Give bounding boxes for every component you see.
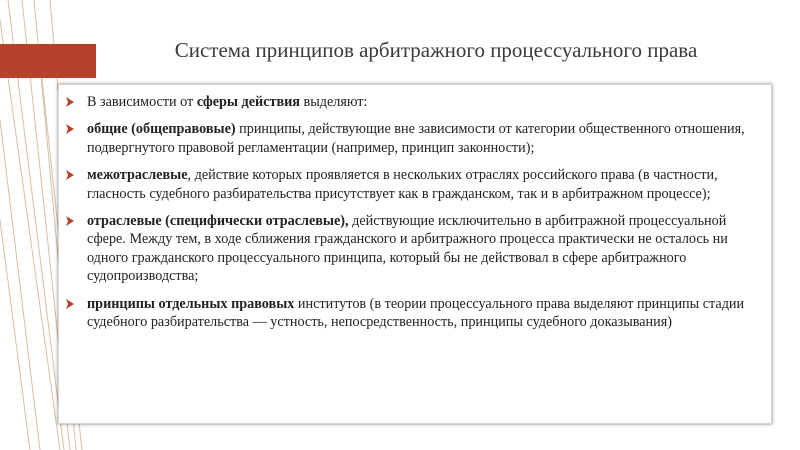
content-box — [58, 84, 772, 424]
bullet-text-rest: выделяют: — [299, 94, 368, 110]
bullet-item — [87, 212, 759, 286]
bullet-text-strong: сферы действия — [196, 94, 300, 110]
bullet-text-rest: действующие исключительно в арбитражной процессуальной сфере. Между тем, в ходе сближения гражданского и арбитражного процесса практически не осталось ни одного гражданского процессуального принципа, который бы не действовал в сфере арбитражного судопроизводства; — [87, 213, 728, 285]
bullet-item — [87, 295, 759, 332]
arrow-bullet-icon — [65, 96, 75, 108]
bullet-text-rest: , действие которых проявляется в нескольких отраслях российского права (в частности, гласность судебного разбирательства присутствует как в гражданском, так и в арбитражном процессе); — [87, 167, 718, 202]
bullet-text-pre: В зависимости от — [87, 94, 197, 110]
slide-title: Система принципов арбитражного процессуального права — [174, 38, 698, 62]
arrow-bullet-icon — [65, 215, 75, 227]
arrow-bullet-icon — [65, 298, 75, 310]
bullet-item — [87, 166, 759, 203]
bullet-text-strong: общие (общеправовые) — [87, 121, 236, 138]
bullet-item — [87, 120, 759, 157]
title-accent-bar — [0, 44, 96, 78]
bullet-text-strong: межотраслевые — [87, 167, 188, 184]
bullet-text-rest: принципы, действующие вне зависимости от категории общественного отношения, подвергнутого правовой регламентации (например, принцип законности); — [87, 121, 745, 156]
arrow-bullet-icon — [65, 123, 75, 135]
arrow-bullet-icon — [65, 169, 75, 181]
bullet-text-rest: институтов (в теории процессуального права выделяют принципы стадии судебного разбирательства — устность, непосредственность, принципы судебного доказывания) — [87, 295, 745, 331]
bullet-text-strong: отраслевые (специфически отраслевые), — [87, 213, 349, 230]
bullet-text-strong: принципы отдельных правовых — [87, 295, 295, 312]
bullet-item — [87, 93, 759, 111]
